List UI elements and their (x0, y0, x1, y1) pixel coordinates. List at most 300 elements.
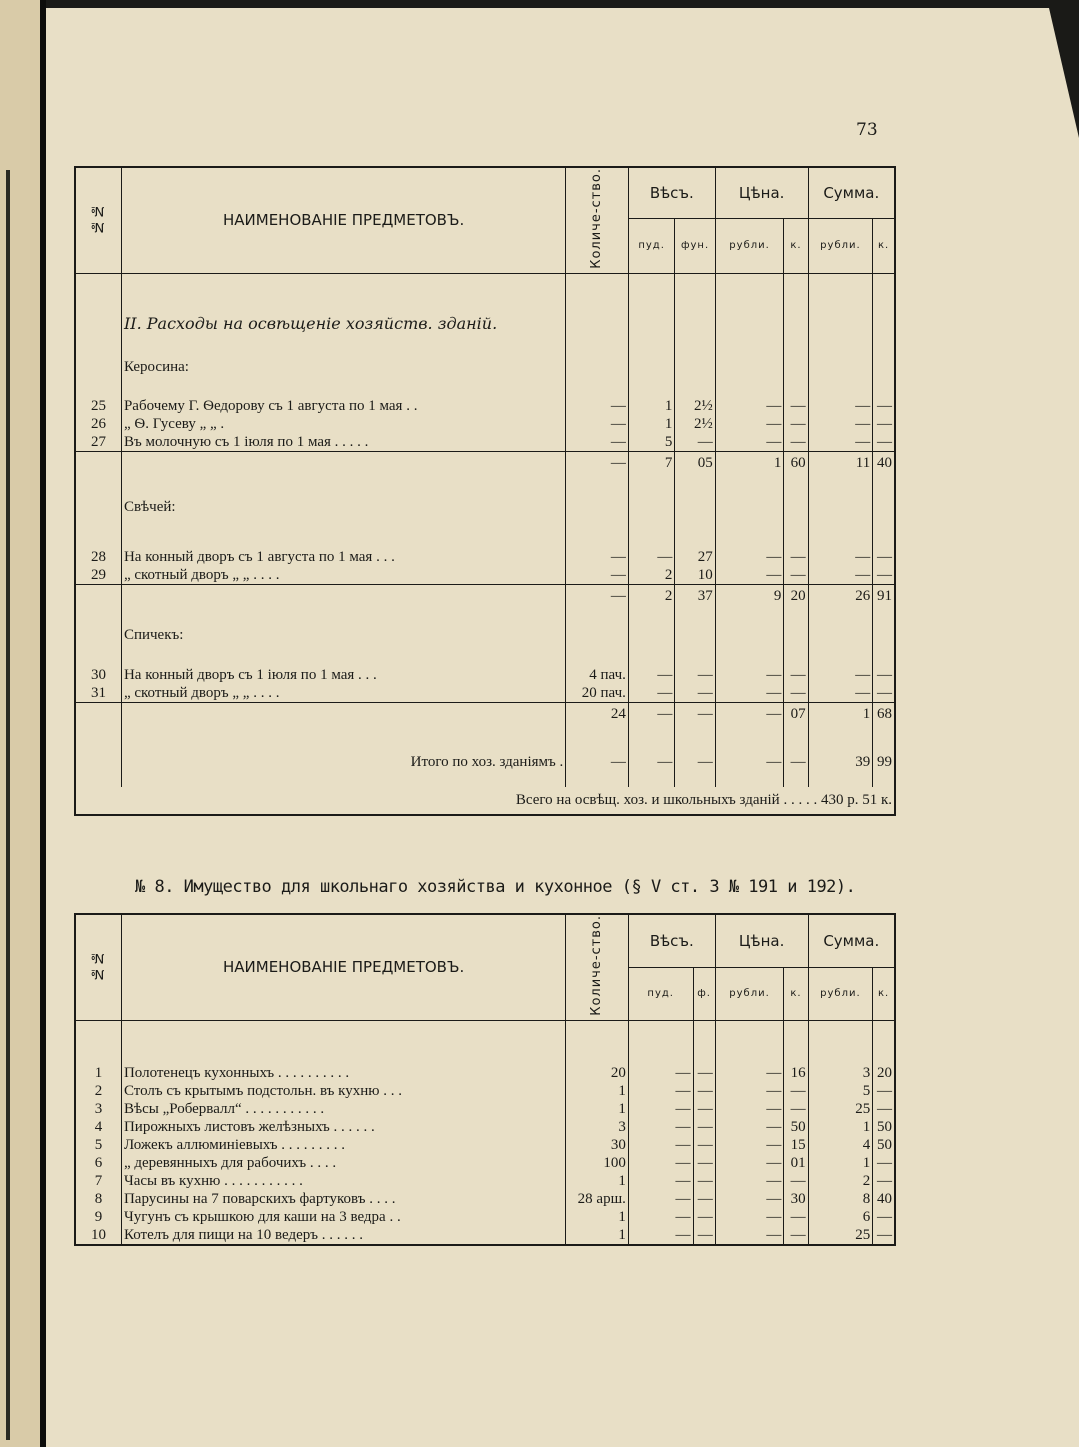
spacer-cell (784, 474, 808, 492)
cell-kop: — (784, 433, 808, 452)
cell-pud: — (628, 1190, 693, 1208)
spacer-cell (873, 339, 895, 349)
itogo-label: Итого по хоз. зданiямъ . (121, 751, 565, 773)
cell-fun: — (693, 1154, 715, 1172)
spacer-cell (121, 1020, 565, 1064)
cell-fun: 2½ (675, 397, 715, 415)
spacer-cell (784, 725, 808, 751)
cell-rub2: 6 (808, 1208, 873, 1226)
empty-cell (75, 787, 121, 815)
cell-pud: — (628, 1136, 693, 1154)
page-corner (1049, 8, 1079, 138)
row-number: 2 (94, 1083, 103, 1100)
cell-pud: — (628, 1172, 693, 1190)
cell-rub2: 3 (808, 1064, 873, 1082)
cell-pud: 2 (628, 566, 674, 585)
row-number: 26 (90, 416, 106, 433)
item-name: Рабочему Г. Ѳедорову съ 1 августа по 1 мая . . (121, 397, 565, 415)
table-row (75, 433, 895, 452)
lighting-table (74, 166, 896, 816)
table-row (75, 1190, 895, 1208)
spacer-cell (715, 650, 784, 666)
row-number (75, 452, 121, 474)
itogo-row (75, 751, 895, 773)
spacer-cell (121, 650, 565, 666)
spacer-cell (628, 273, 674, 309)
spacer-cell (121, 522, 565, 548)
row-number: 27 (90, 434, 106, 451)
spacer-row (75, 725, 895, 751)
cell-kop2: 40 (873, 1190, 895, 1208)
spacer-cell (675, 339, 715, 349)
item-name: Столъ съ крытымъ подстольн. въ кухню . . . (121, 1082, 565, 1100)
cell-fun: — (693, 1118, 715, 1136)
spacer-row (75, 273, 895, 309)
spacer-cell (566, 273, 629, 309)
cell-qty: 1 (566, 1172, 629, 1190)
cell-rub2: — (808, 433, 873, 452)
cell-qty: 1 (566, 1100, 629, 1118)
spacer-cell (121, 339, 565, 349)
cell-rub2: — (808, 548, 873, 566)
spacer-cell (715, 273, 784, 309)
item-name: На конный дворъ съ 1 iюля по 1 мая . . . (121, 666, 565, 684)
cell-kop2: — (873, 666, 895, 684)
cell-qty: 28 арш. (566, 1190, 629, 1208)
cell-rub2: 25 (808, 1226, 873, 1245)
cell-kop: — (784, 548, 808, 566)
row-number: 29 (90, 566, 106, 583)
spacer-cell (628, 339, 674, 349)
item-name: Ложекъ аллюминiевыхъ . . . . . . . . . (121, 1136, 565, 1154)
cell-fun: — (675, 703, 715, 725)
col-rub2-header: рубли. (808, 219, 873, 273)
cell-fun: 10 (675, 566, 715, 585)
cell-qty: 20 (566, 1064, 629, 1082)
item-name (121, 452, 565, 474)
spacer-cell (121, 725, 565, 751)
spacer-cell (715, 773, 784, 787)
cell-rub2: 2 (808, 1172, 873, 1190)
empty-cell (566, 349, 629, 385)
col-pud-header: пуд. (628, 219, 674, 273)
cell-qty: — (566, 566, 629, 585)
cell-rub: — (715, 1172, 784, 1190)
empty-cell (715, 349, 784, 385)
cell-kop: — (784, 1100, 808, 1118)
empty-cell (784, 620, 808, 650)
cell-pud: — (628, 1118, 693, 1136)
spacer-cell (784, 522, 808, 548)
spacer-cell (784, 273, 808, 309)
cell-kop: — (784, 666, 808, 684)
cell-kop2: — (873, 1100, 895, 1118)
table-row (75, 1226, 895, 1245)
item-name (121, 703, 565, 725)
empty-cell (715, 620, 784, 650)
cell-fun: — (693, 1082, 715, 1100)
table-row (75, 1118, 895, 1136)
cell-pud: 7 (628, 452, 674, 474)
col-no-header: №№ (75, 914, 121, 1020)
col-price-header: Цѣна. (715, 167, 808, 219)
spacer-cell (873, 522, 895, 548)
cell-fun: — (693, 1100, 715, 1118)
cell-kop: — (784, 566, 808, 585)
spacer-cell (808, 385, 873, 397)
spacer-cell (808, 773, 873, 787)
cell-kop2: 68 (873, 703, 895, 725)
cell-fun: — (693, 1190, 715, 1208)
empty-cell (75, 349, 121, 385)
cell-qty: 1 (566, 1226, 629, 1245)
cell-fun: — (675, 751, 715, 773)
col-name-header: НАИМЕНОВАНIЕ ПРЕДМЕТОВЪ. (121, 167, 565, 273)
cell-rub: — (715, 1100, 784, 1118)
cell-qty: — (566, 548, 629, 566)
cell-rub: — (715, 1118, 784, 1136)
empty-cell (628, 492, 674, 522)
empty-cell (675, 309, 715, 339)
spacer-cell (784, 650, 808, 666)
cell-qty: 1 (566, 1082, 629, 1100)
cell-fun: 05 (675, 452, 715, 474)
spacer-cell (566, 339, 629, 349)
cell-kop: 15 (784, 1136, 808, 1154)
cell-pud: — (628, 1208, 693, 1226)
cell-qty: 20 пач. (566, 684, 629, 703)
spacer-cell (566, 773, 629, 787)
empty-cell (808, 309, 873, 339)
spacer-cell (628, 385, 674, 397)
spacer-cell (75, 650, 121, 666)
spacer-row (75, 606, 895, 620)
spacer-cell (628, 522, 674, 548)
item-name: На конный дворъ съ 1 августа по 1 мая . . . (121, 548, 565, 566)
item-name: Котелъ для пищи на 10 ведеръ . . . . . . (121, 1226, 565, 1245)
kitchen-property-table (74, 913, 896, 1246)
table-row (75, 397, 895, 415)
col-no-header: №№ (75, 167, 121, 273)
col-kop-header: к. (784, 219, 808, 273)
spacer-cell (873, 650, 895, 666)
cell-pud: 1 (628, 415, 674, 433)
section-title-text: II. Расходы на освѣщенiе хозяйств. зданiй. (121, 309, 565, 339)
spacer-cell (75, 474, 121, 492)
subtotal-row (75, 584, 895, 606)
spacer-cell (873, 474, 895, 492)
spacer-cell (808, 606, 873, 620)
cell-fun: — (693, 1226, 715, 1245)
spacer-cell (121, 385, 565, 397)
cell-kop: — (784, 1082, 808, 1100)
cell-kop2: — (873, 1208, 895, 1226)
vsego-row (75, 787, 895, 815)
cell-kop2: 99 (873, 751, 895, 773)
spacer-cell (675, 725, 715, 751)
table-row (75, 1100, 895, 1118)
spacer-cell (715, 385, 784, 397)
cell-kop2: — (873, 684, 895, 703)
cell-kop2: — (873, 415, 895, 433)
spacer-cell (784, 385, 808, 397)
spacer-cell (675, 650, 715, 666)
empty-cell (715, 309, 784, 339)
table-row (75, 1154, 895, 1172)
cell-fun: — (675, 684, 715, 703)
cell-kop: — (784, 684, 808, 703)
cell-fun: 2½ (675, 415, 715, 433)
spacer-cell (566, 385, 629, 397)
spacer-cell (808, 339, 873, 349)
col-kop-header: к. (784, 967, 808, 1020)
cell-pud: 1 (628, 397, 674, 415)
cell-kop: 07 (784, 703, 808, 725)
row-number (75, 703, 121, 725)
empty-cell (75, 620, 121, 650)
table-row (75, 1082, 895, 1100)
cell-rub2: 5 (808, 1082, 873, 1100)
cell-fun: — (693, 1064, 715, 1082)
row-number: 6 (94, 1155, 103, 1172)
cell-rub2: 8 (808, 1190, 873, 1208)
spacer-cell (628, 606, 674, 620)
cell-qty: — (566, 433, 629, 452)
spacer-cell (75, 385, 121, 397)
cell-pud: — (628, 751, 674, 773)
section-title (75, 309, 895, 339)
spacer-cell (873, 385, 895, 397)
col-qty-header: Количе-ство. (566, 914, 629, 1020)
spacer-cell (628, 725, 674, 751)
spacer-row (75, 522, 895, 548)
empty-cell (75, 492, 121, 522)
cell-fun: — (675, 666, 715, 684)
spacer-cell (566, 522, 629, 548)
cell-pud: — (628, 1154, 693, 1172)
item-name: „ скотный дворъ „ „ . . . . (121, 566, 565, 585)
col-weight-header: Вѣсъ. (628, 167, 715, 219)
table-row (75, 1208, 895, 1226)
spacer-cell (75, 725, 121, 751)
group-label-candles (75, 492, 895, 522)
cell-fun: — (675, 433, 715, 452)
spacer-cell (693, 1020, 715, 1064)
empty-cell (784, 492, 808, 522)
col-pud-header: пуд. (628, 967, 693, 1020)
spacer-cell (808, 1020, 873, 1064)
item-name: „ Ѳ. Гусеву „ „ . (121, 415, 565, 433)
col-sum-header: Сумма. (808, 167, 895, 219)
cell-kop2: 50 (873, 1136, 895, 1154)
cell-rub: — (715, 684, 784, 703)
row-number: 31 (90, 685, 106, 702)
item-name: „ скотный дворъ „ „ . . . . (121, 684, 565, 703)
spacer-cell (873, 773, 895, 787)
cell-fun: — (693, 1136, 715, 1154)
cell-kop: 16 (784, 1064, 808, 1082)
cell-kop2: 40 (873, 452, 895, 474)
cell-rub: — (715, 1136, 784, 1154)
cell-rub: — (715, 397, 784, 415)
cell-rub2: — (808, 397, 873, 415)
spacer-cell (808, 522, 873, 548)
empty-cell (675, 492, 715, 522)
spacer-cell (566, 474, 629, 492)
cell-pud: — (628, 1100, 693, 1118)
cell-rub2: 1 (808, 1154, 873, 1172)
cell-kop: 20 (784, 584, 808, 606)
col-fun-header: ф. (693, 967, 715, 1020)
cell-pud: — (628, 548, 674, 566)
spacer-cell (75, 273, 121, 309)
item-name: Въ молочную съ 1 iюля по 1 мая . . . . . (121, 433, 565, 452)
spacer-cell (675, 385, 715, 397)
cell-rub2: 1 (808, 1118, 873, 1136)
cell-rub: — (715, 666, 784, 684)
vsego-text: Всего на освѣщ. хоз. и школьныхъ зданiй . . . . . 430 р. 51 к. (515, 792, 892, 809)
cell-kop2: — (873, 1154, 895, 1172)
spacer-cell (675, 273, 715, 309)
cell-kop2: 50 (873, 1118, 895, 1136)
row-number: 25 (90, 398, 106, 415)
cell-kop: 01 (784, 1154, 808, 1172)
col-rub-header: рубли. (715, 967, 784, 1020)
cell-pud: — (628, 1064, 693, 1082)
cell-qty: 30 (566, 1136, 629, 1154)
row-number: 30 (90, 667, 106, 684)
cell-kop: — (784, 751, 808, 773)
item-name: Парусины на 7 поварскихъ фартуковъ . . . . (121, 1190, 565, 1208)
spacer-cell (715, 606, 784, 620)
cell-kop2: — (873, 433, 895, 452)
cell-rub: — (715, 1082, 784, 1100)
spacer-cell (75, 339, 121, 349)
spacer-cell (808, 725, 873, 751)
cell-pud: — (628, 703, 674, 725)
table-row (75, 1172, 895, 1190)
spacer-row (75, 650, 895, 666)
spacer-cell (784, 1020, 808, 1064)
cell-qty: — (566, 584, 629, 606)
spacer-row (75, 339, 895, 349)
table-row (75, 566, 895, 585)
cell-kop: — (784, 1208, 808, 1226)
cell-rub: — (715, 548, 784, 566)
cell-qty: 100 (566, 1154, 629, 1172)
cell-qty: — (566, 452, 629, 474)
empty-cell (75, 309, 121, 339)
empty-cell (715, 492, 784, 522)
cell-kop2: — (873, 566, 895, 585)
spacer-cell (715, 522, 784, 548)
cell-kop2: 91 (873, 584, 895, 606)
spacer-cell (75, 773, 121, 787)
spacer-cell (566, 606, 629, 620)
cell-rub: — (715, 433, 784, 452)
cell-rub: — (715, 751, 784, 773)
empty-cell (808, 492, 873, 522)
table-row (75, 415, 895, 433)
spacer-cell (715, 725, 784, 751)
left-page-edge (0, 0, 40, 1447)
cell-kop: — (784, 1226, 808, 1245)
spacer-cell (873, 273, 895, 309)
group-label-candles-text: Свѣчей: (121, 492, 565, 522)
row-number: 4 (94, 1119, 103, 1136)
cell-rub2: — (808, 684, 873, 703)
group-label-kerosene (75, 349, 895, 385)
cell-rub2: 26 (808, 584, 873, 606)
cell-rub: — (715, 415, 784, 433)
spacer-row (75, 385, 895, 397)
row-number: 5 (94, 1137, 103, 1154)
spacer-cell (784, 606, 808, 620)
row-number: 8 (94, 1191, 103, 1208)
item-name: „ деревянныхъ для рабочихъ . . . . (121, 1154, 565, 1172)
spacer-cell (808, 273, 873, 309)
cell-kop: — (784, 397, 808, 415)
cell-kop2: 20 (873, 1064, 895, 1082)
col-kop2-header: к. (873, 219, 895, 273)
table-row (75, 666, 895, 684)
empty-cell (784, 349, 808, 385)
empty-cell (566, 620, 629, 650)
cell-rub2: 4 (808, 1136, 873, 1154)
cell-qty: 3 (566, 1118, 629, 1136)
empty-cell (675, 620, 715, 650)
col-fun-header: фун. (675, 219, 715, 273)
cell-kop2: — (873, 1082, 895, 1100)
spacer-cell (784, 339, 808, 349)
empty-cell (808, 620, 873, 650)
empty-cell (873, 309, 895, 339)
cell-kop2: — (873, 397, 895, 415)
spacer-cell (675, 773, 715, 787)
cell-pud: — (628, 1226, 693, 1245)
cell-pud: — (628, 1082, 693, 1100)
col-rub2-header: рубли. (808, 967, 873, 1020)
cell-qty: 4 пач. (566, 666, 629, 684)
cell-kop: — (784, 415, 808, 433)
empty-cell (675, 349, 715, 385)
cell-fun: 37 (675, 584, 715, 606)
empty-cell (628, 620, 674, 650)
cell-kop2: — (873, 1172, 895, 1190)
spacer-cell (75, 522, 121, 548)
cell-rub2: 1 (808, 703, 873, 725)
subtotal-row (75, 452, 895, 474)
spacer-cell (75, 606, 121, 620)
spacer-cell (628, 650, 674, 666)
cell-rub: — (715, 1190, 784, 1208)
cell-rub: — (715, 566, 784, 585)
empty-cell (873, 349, 895, 385)
row-number: 3 (94, 1101, 103, 1118)
cell-kop2: — (873, 1226, 895, 1245)
spacer-cell (873, 725, 895, 751)
cell-kop2: — (873, 548, 895, 566)
cell-fun: — (693, 1208, 715, 1226)
cell-rub: 1 (715, 452, 784, 474)
spacer-cell (121, 273, 565, 309)
cell-qty: — (566, 751, 629, 773)
empty-cell (873, 620, 895, 650)
empty-cell (628, 309, 674, 339)
row-number: 10 (90, 1227, 106, 1244)
row-number (75, 584, 121, 606)
col-rub-header: рубли. (715, 219, 784, 273)
